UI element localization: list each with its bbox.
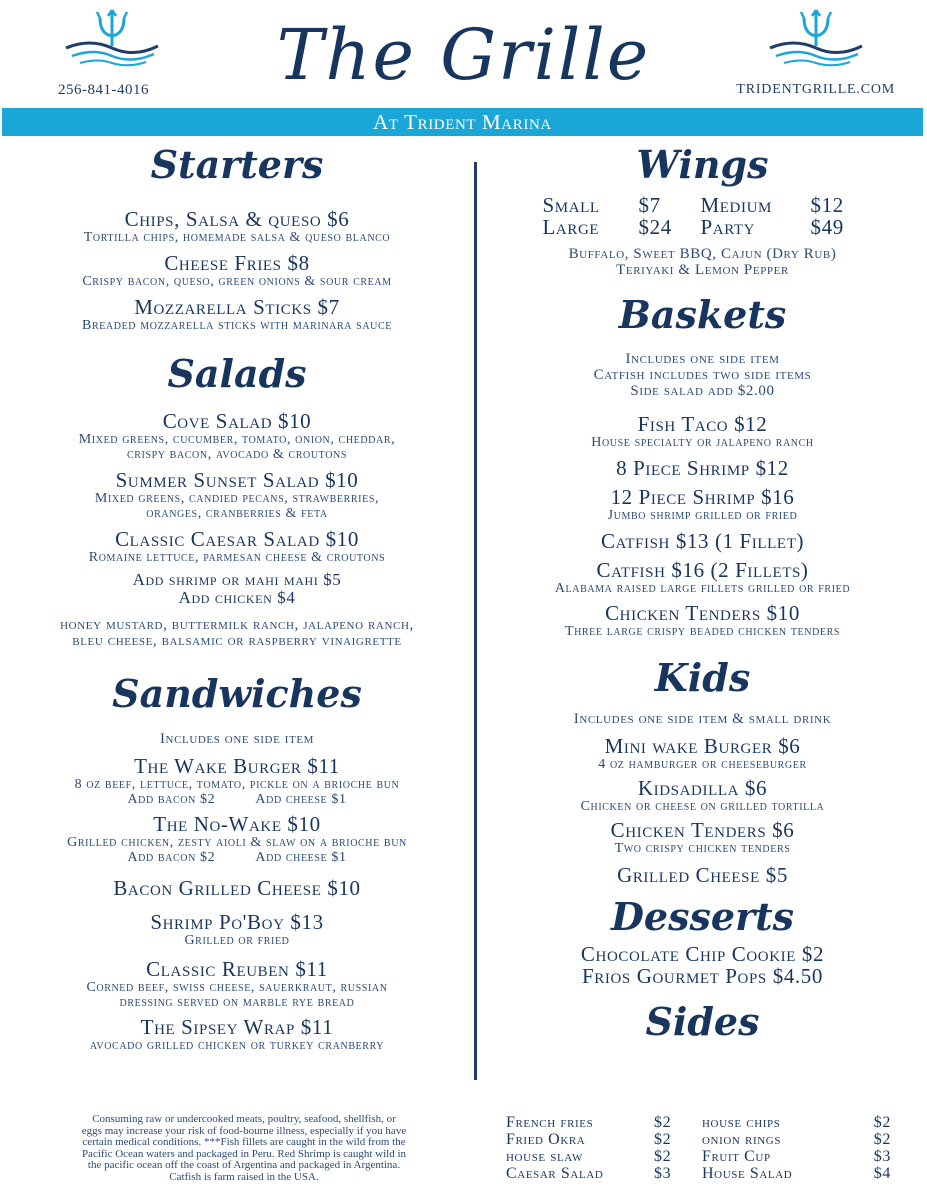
side-price: $2	[654, 1114, 672, 1131]
menu-item-desc: Jumbo shrimp grilled or fried	[607, 508, 798, 524]
wing-flavors: Teriyaki & Lemon Pepper	[616, 261, 789, 278]
wing-price: $49	[810, 214, 844, 239]
menu-item-name: Chicken Tenders $6	[610, 817, 795, 842]
menu-item-name: Grilled Cheese $5	[617, 862, 788, 887]
sandwiches-note: Includes one side item	[159, 730, 315, 747]
side-price: $3	[873, 1148, 891, 1165]
dressing-options: bleu cheese, balsamic or raspberry vinaigrette	[72, 633, 402, 650]
section-title-salads: Salads	[167, 350, 307, 396]
menu-item-desc: Corned beef, swiss cheese, sauerkraut, russian	[86, 979, 388, 995]
menu-item-name: Chocolate Chip Cookie $2	[580, 942, 825, 967]
menu-item-desc: Mixed greens, cucumber, tomato, onion, cheddar,	[78, 432, 396, 448]
menu-item-desc: Crispy bacon, queso, green onions & sour cream	[82, 273, 392, 289]
section-title-kids: Kids	[654, 655, 751, 701]
menu-item-name: 12 Piece Shrimp $16	[610, 485, 795, 510]
menu-item-desc: Grilled or fried	[184, 932, 290, 948]
disclaimer-line: Catfish is farm raised in the USA.	[169, 1170, 319, 1183]
section-title-sides: Sides	[645, 999, 760, 1045]
menu-item-name: Frios Gourmet Pops $4.50	[582, 964, 823, 989]
salad-add-on: Add shrimp or mahi mahi $5	[132, 570, 342, 590]
menu-item-name: The Sipsey Wrap $11	[140, 1014, 334, 1039]
menu-item-desc: Alabama raised large fillets grilled or fried	[554, 581, 851, 597]
disclaimer-line: certain medical conditions. ***Fish fillets are caught in the wild from the	[82, 1136, 406, 1148]
menu-item-name: Cove Salad $10	[162, 409, 312, 434]
wing-size: Medium	[700, 192, 772, 217]
disclaimer-line: the pacific ocean off the coast of Argentina and packaged in Argentina.	[87, 1159, 401, 1171]
menu-item-name: Mini wake Burger $6	[604, 733, 801, 758]
side-name: House Salad	[702, 1165, 793, 1182]
disclaimer-line: Consuming raw or undercooked meats, poultry, seafood, shellfish, or	[92, 1113, 396, 1125]
sides-list	[506, 1114, 891, 1182]
website-link[interactable]: TRIDENTGRILLE.COM	[736, 82, 895, 97]
menu-item-desc: 4 oz hamburger or cheeseburger	[598, 756, 807, 772]
menu-item-desc: oranges, cranberries & feta	[146, 506, 328, 522]
menu-item-name: Chips, Salsa & queso $6	[124, 206, 350, 231]
menu-item-name: Fish Taco $12	[637, 412, 768, 437]
column-divider	[474, 162, 477, 1080]
menu-item-name: Catfish $16 (2 Fillets)	[596, 558, 809, 583]
side-name: onion rings	[702, 1131, 782, 1148]
wing-flavors: Buffalo, Sweet BBQ, Cajun (Dry Rub)	[568, 245, 837, 262]
side-name: Caesar Salad	[506, 1165, 604, 1182]
menu-item-addons: Add bacon $2 Add cheese $1	[127, 791, 347, 807]
baskets-note: Includes one side item	[625, 351, 780, 368]
menu-item-desc: crispy bacon, avocado & croutons	[126, 447, 348, 463]
menu-item-desc: dressing served on marble rye bread	[119, 994, 355, 1010]
menu-item-name: The No-Wake $10	[153, 811, 321, 836]
side-price: $2	[654, 1148, 672, 1165]
side-price: $2	[873, 1131, 891, 1148]
menu-item-name: Bacon Grilled Cheese $10	[113, 875, 361, 900]
menu-item-desc: Two crispy chicken tenders	[614, 840, 791, 856]
food-safety-disclaimer	[14, 1114, 474, 1183]
menu-item-desc: avocado grilled chicken or turkey cranberry	[89, 1037, 385, 1053]
wing-price: $7	[638, 192, 661, 217]
section-title-wings: Wings	[636, 142, 769, 187]
baskets-note: Side salad add $2.00	[630, 383, 775, 400]
menu-item-desc: Grilled chicken, zesty aioli & slaw on a brioche bun	[67, 834, 407, 850]
restaurant-title: The Grille	[276, 14, 651, 96]
section-title-sandwiches: Sandwiches	[112, 671, 362, 717]
menu-item-desc: Three large crispy beaded chicken tenders	[564, 624, 841, 640]
wing-size: Large	[542, 214, 600, 239]
menu-item-desc: Mixed greens, candied pecans, strawberries,	[94, 491, 380, 507]
menu-item-desc: 8 oz beef, lettuce, tomato, pickle on a brioche bun	[74, 776, 400, 792]
side-price: $2	[654, 1131, 672, 1148]
side-name: house slaw	[506, 1148, 583, 1165]
phone-number[interactable]: 256-841-4016	[58, 82, 149, 98]
wings-size-grid	[543, 194, 863, 238]
menu-item-desc: House specialty or jalapeno ranch	[591, 435, 814, 451]
menu-item-name: Classic Caesar Salad $10	[115, 527, 359, 552]
menu-item-desc: Tortilla chips, homemade salsa & queso blanco	[83, 229, 391, 245]
menu-item-desc: Romaine lettuce, parmesan cheese & croutons	[88, 550, 386, 566]
disclaimer-line: Pacific Ocean waters and packaged in Peru. Red Shrimp is caught wild in	[81, 1147, 407, 1160]
menu-item-name: Cheese Fries $8	[164, 250, 310, 275]
wing-price: $24	[638, 214, 672, 239]
wing-price: $12	[810, 192, 844, 217]
menu-item-name: 8 Piece Shrimp $12	[616, 456, 789, 481]
menu-item-name: Classic Reuben $11	[146, 956, 328, 981]
dressing-options: honey mustard, buttermilk ranch, jalapeno ranch,	[60, 617, 414, 634]
right-column	[478, 140, 927, 1045]
menu-item-desc: Breaded mozzarella sticks with marinara sauce	[82, 317, 392, 333]
side-price: $4	[873, 1165, 891, 1182]
side-name: Fruit Cup	[702, 1148, 771, 1165]
kids-note: Includes one side item & small drink	[573, 710, 832, 727]
side-name: Fried Okra	[506, 1131, 586, 1148]
disclaimer-line: eggs may increase your risk of food-bourne illness, especially if you have	[81, 1124, 407, 1137]
menu-item-name: Mozzarella Sticks $7	[134, 294, 340, 319]
left-column	[0, 140, 474, 1053]
wing-size: Small	[542, 192, 600, 217]
location-banner: At Trident Marina	[2, 108, 923, 136]
section-title-baskets: Baskets	[618, 291, 787, 337]
menu-item-desc: Chicken or cheese on grilled tortilla	[580, 798, 825, 814]
menu-item-name: Catfish $13 (1 Fillet)	[600, 529, 805, 554]
wing-size: Party	[700, 214, 756, 239]
section-title-starters: Starters	[150, 142, 324, 187]
side-name: French fries	[506, 1114, 594, 1131]
side-name: house chips	[702, 1114, 781, 1131]
side-price: $3	[654, 1165, 672, 1182]
menu-item-name: Kidsadilla $6	[637, 775, 768, 800]
menu-item-name: Chicken Tenders $10	[605, 601, 800, 626]
menu-item-addons: Add bacon $2 Add cheese $1	[127, 849, 347, 865]
menu-item-name: The Wake Burger $11	[134, 753, 340, 778]
side-price: $2	[873, 1114, 891, 1131]
baskets-note: Catfish includes two side items	[593, 367, 812, 384]
salad-add-on: Add chicken $4	[178, 588, 296, 608]
section-title-desserts: Desserts	[610, 893, 795, 939]
menu-item-name: Summer Sunset Salad $10	[115, 468, 359, 493]
menu-item-name: Shrimp Po'Boy $13	[150, 909, 324, 934]
